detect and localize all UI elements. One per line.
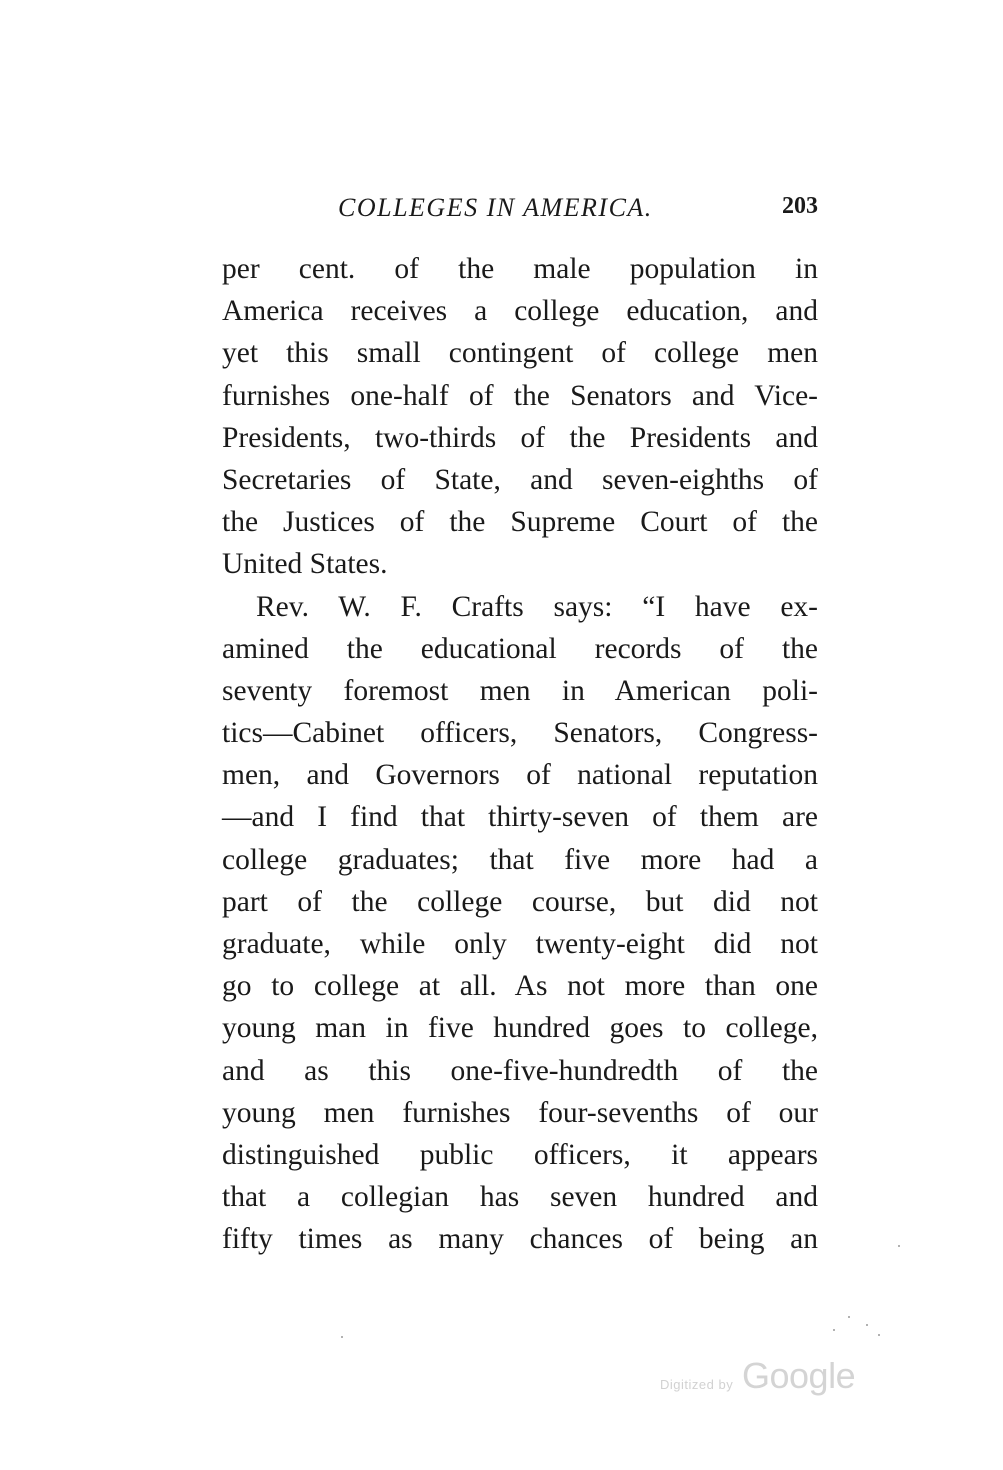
text-line: graduate, while only twenty-eight did not: [222, 928, 818, 960]
text-line: yet this small contingent of college men: [222, 337, 818, 370]
text-line: United States.: [222, 548, 388, 581]
scan-speck: [848, 1316, 850, 1318]
text-line: men, and Governors of national reputation: [222, 759, 818, 792]
running-head: [222, 191, 818, 227]
text-line: America receives a college education, and: [222, 295, 818, 328]
scan-speck: [866, 1324, 868, 1326]
text-line: young men furnishes four-sevenths of our: [222, 1096, 818, 1129]
scan-speck: [341, 1336, 343, 1338]
scan-speck: [878, 1334, 880, 1336]
watermark-prefix: Digitized by: [660, 1377, 734, 1392]
text-line: —and I find that thirty-seven of them are: [222, 801, 818, 834]
google-logo: Google: [742, 1355, 856, 1396]
text-line: that a collegian has seven hundred and: [222, 1181, 818, 1214]
text-line: Rev. W. F. Crafts says: “I have ex-: [256, 590, 818, 623]
text-line: the Justices of the Supreme Court of the: [222, 506, 818, 539]
text-line: college graduates; that five more had a: [222, 843, 818, 876]
running-title: COLLEGES IN AMERICA.: [338, 193, 653, 222]
page-number: 203: [782, 193, 818, 219]
text-line: per cent. of the male population in: [222, 253, 818, 285]
text-line: and as this one-five-hundredth of the: [222, 1054, 818, 1087]
text-line: seventy foremost men in American poli-: [222, 674, 818, 707]
text-line: fifty times as many chances of being an: [222, 1223, 818, 1256]
body-text: [222, 248, 818, 1261]
text-line: Presidents, two-thirds of the Presidents and: [222, 421, 818, 454]
text-line: furnishes one-half of the Senators and Vice-: [222, 379, 818, 412]
text-line: amined the educational records of the: [222, 632, 818, 665]
scan-speck: [898, 1245, 900, 1247]
scan-speck: [833, 1329, 835, 1331]
text-line: young man in five hundred goes to college,: [222, 1012, 818, 1045]
google-watermark: [660, 1355, 870, 1405]
text-line: part of the college course, but did not: [222, 885, 818, 918]
text-line: Secretaries of State, and seven-eighths of: [222, 463, 818, 496]
text-line: distinguished public officers, it appears: [222, 1138, 818, 1171]
text-line: go to college at all. As not more than one: [222, 970, 818, 1003]
text-line: tics—Cabinet officers, Senators, Congress-: [222, 717, 818, 750]
